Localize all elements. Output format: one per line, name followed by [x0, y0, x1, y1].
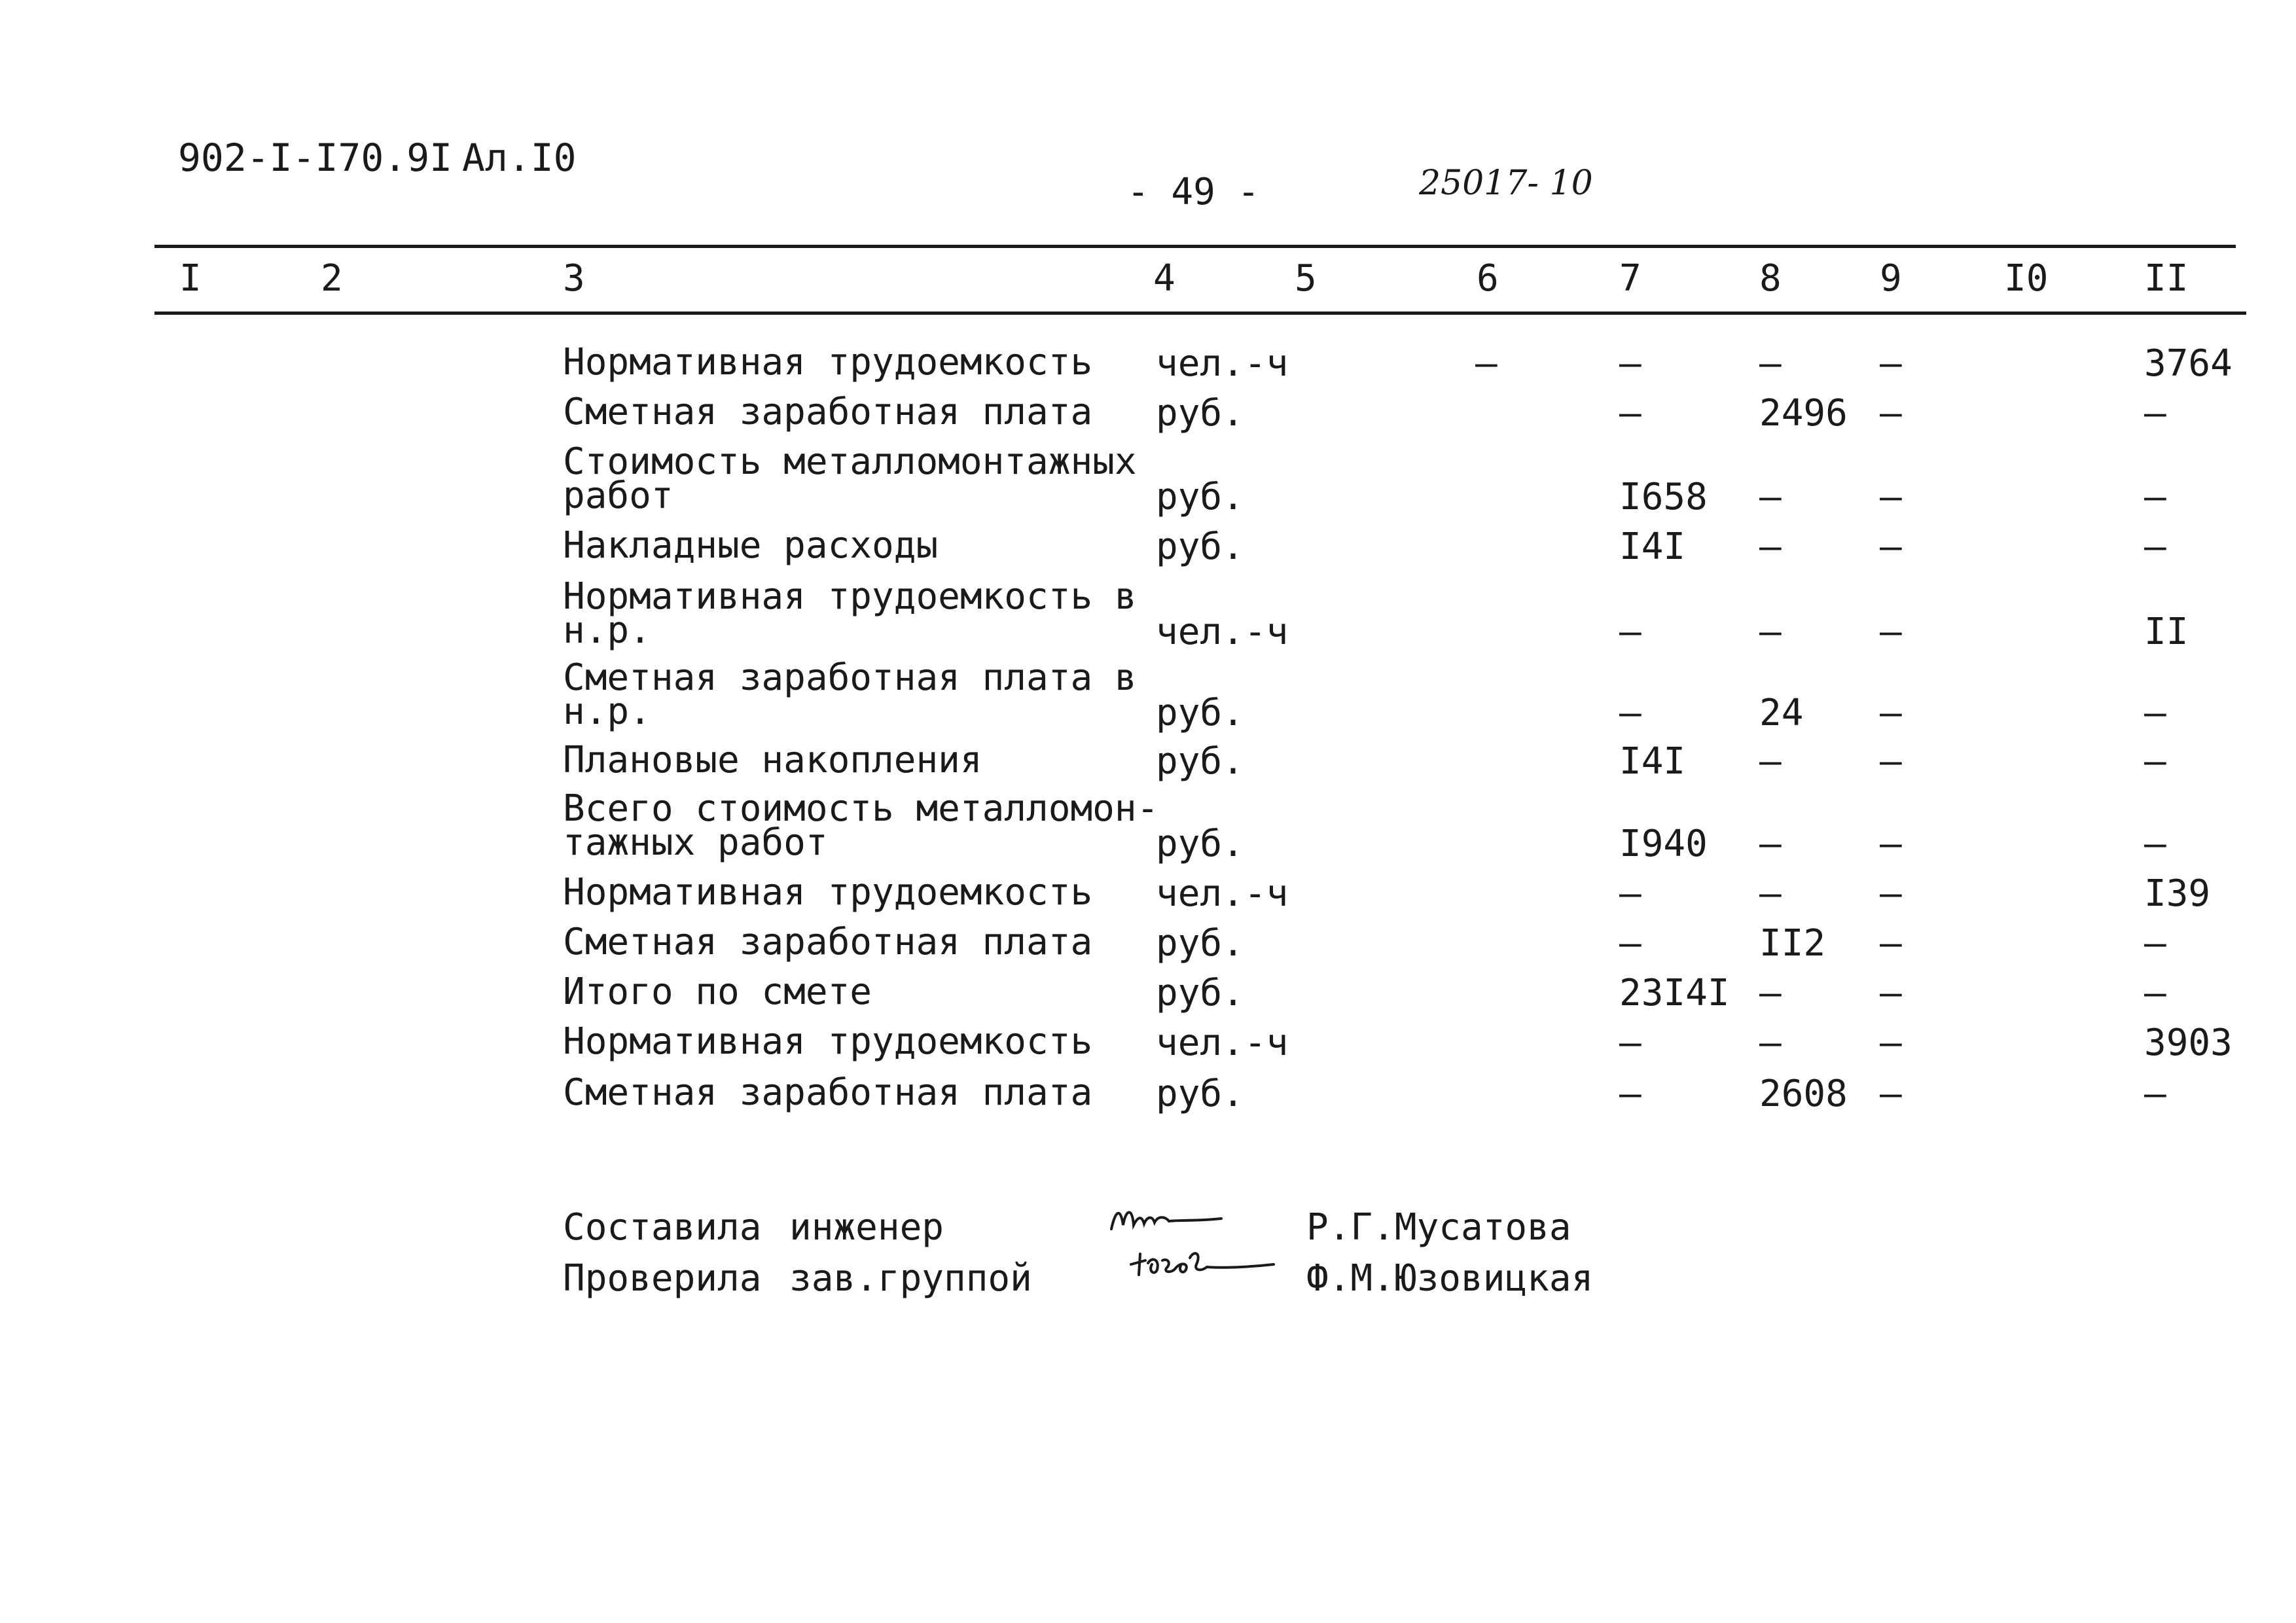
row-col-11: II — [2144, 611, 2189, 653]
row-col-8: II2 — [1759, 922, 1826, 965]
row-col-7: 23I4I — [1619, 972, 1730, 1014]
row-description: Накладные расходы — [563, 524, 939, 567]
checked-by-label: Проверила — [563, 1257, 762, 1300]
column-header-10: I0 — [2004, 257, 2049, 300]
row-col-8: – — [1759, 972, 1782, 1014]
row-col-9: – — [1880, 1022, 1902, 1064]
row-description: Сметная заработная плата — [563, 1071, 1093, 1114]
compiled-by-name: Р.Г.Мусатова — [1306, 1206, 1571, 1249]
row-description: Стоимость металломонтажных работ — [563, 440, 1137, 517]
row-description: Плановые накопления — [563, 739, 982, 781]
row-col-7: – — [1619, 1073, 1641, 1115]
row-col-7: – — [1619, 392, 1641, 435]
row-unit: руб. — [1156, 823, 1244, 865]
row-col-7: – — [1619, 922, 1641, 965]
row-col-11: – — [2144, 972, 2166, 1014]
row-col-8: 24 — [1759, 692, 1804, 734]
row-col-11: – — [2144, 1073, 2166, 1115]
column-header-8: 8 — [1759, 257, 1782, 300]
row-unit: руб. — [1156, 692, 1244, 734]
table-top-rule — [154, 245, 2236, 248]
row-col-7: – — [1619, 1022, 1641, 1064]
row-col-11: I39 — [2144, 872, 2211, 915]
row-col-11: – — [2144, 392, 2166, 435]
row-col-8: 2496 — [1759, 392, 1848, 435]
page-number: - 49 - — [1127, 171, 1260, 213]
compiled-by-role: инженер — [789, 1206, 944, 1249]
row-col-7: I4I — [1619, 526, 1686, 568]
row-description: Всего стоимость металломон- тажных работ — [563, 787, 1159, 864]
row-col-9: – — [1880, 342, 1902, 385]
column-header-7: 7 — [1619, 257, 1641, 300]
row-unit: руб. — [1156, 1073, 1244, 1115]
row-col-8: – — [1759, 611, 1782, 653]
row-col-9: – — [1880, 823, 1902, 865]
document-code: 902-I-I70.9I — [178, 135, 453, 180]
row-col-7: – — [1619, 342, 1641, 385]
row-unit: руб. — [1156, 740, 1244, 783]
row-col-7: – — [1619, 872, 1641, 915]
table-header-rule — [154, 312, 2246, 315]
row-col-8: – — [1759, 872, 1782, 915]
row-unit: руб. — [1156, 392, 1244, 435]
row-unit: чел.-ч — [1156, 872, 1289, 915]
row-col-11: – — [2144, 740, 2166, 783]
handwritten-number: 25017- 10 — [1419, 164, 1593, 203]
row-col-9: – — [1880, 692, 1902, 734]
row-unit: чел.-ч — [1156, 342, 1289, 385]
row-unit: чел.-ч — [1156, 1022, 1289, 1064]
column-header-1: I — [179, 257, 202, 300]
row-description: Сметная заработная плата в н.р. — [563, 656, 1137, 733]
column-header-5: 5 — [1295, 257, 1317, 300]
row-col-7: I940 — [1619, 823, 1708, 865]
column-header-9: 9 — [1880, 257, 1902, 300]
row-unit: руб. — [1156, 526, 1244, 568]
row-col-11: – — [2144, 476, 2166, 518]
row-col-7: – — [1619, 692, 1641, 734]
row-col-9: – — [1880, 611, 1902, 653]
column-header-6: 6 — [1477, 257, 1499, 300]
row-unit: руб. — [1156, 972, 1244, 1014]
sheet-number: Ал.I0 — [462, 135, 577, 180]
row-col-9: – — [1880, 476, 1902, 518]
row-col-11: – — [2144, 526, 2166, 568]
column-header-2: 2 — [321, 257, 343, 300]
row-col-8: – — [1759, 476, 1782, 518]
row-col-8: – — [1759, 740, 1782, 783]
row-col-8: – — [1759, 342, 1782, 385]
row-col-11: – — [2144, 692, 2166, 734]
row-col-7: I4I — [1619, 740, 1686, 783]
row-col-9: – — [1880, 922, 1902, 965]
row-col-9: – — [1880, 392, 1902, 435]
column-header-11: II — [2144, 257, 2189, 300]
row-description: Сметная заработная плата — [563, 391, 1093, 433]
row-col-8: – — [1759, 823, 1782, 865]
row-unit: чел.-ч — [1156, 611, 1289, 653]
row-description: Нормативная трудоемкость — [563, 871, 1093, 914]
row-col-9: – — [1880, 1073, 1902, 1115]
row-unit: руб. — [1156, 922, 1244, 965]
row-col-11: 3903 — [2144, 1022, 2233, 1064]
row-unit: руб. — [1156, 476, 1244, 518]
row-col-9: – — [1880, 526, 1902, 568]
checked-by-role: зав.группой — [789, 1257, 1032, 1300]
row-col-6: – — [1475, 342, 1498, 385]
row-col-11: – — [2144, 823, 2166, 865]
row-col-11: 3764 — [2144, 342, 2233, 385]
row-description: Нормативная трудоемкость — [563, 341, 1093, 383]
column-header-4: 4 — [1153, 257, 1175, 300]
row-col-8: – — [1759, 526, 1782, 568]
row-col-9: – — [1880, 740, 1902, 783]
row-description: Нормативная трудоемкость в н.р. — [563, 575, 1137, 652]
row-description: Сметная заработная плата — [563, 921, 1093, 963]
row-col-9: – — [1880, 872, 1902, 915]
row-col-11: – — [2144, 922, 2166, 965]
row-col-8: – — [1759, 1022, 1782, 1064]
row-col-7: – — [1619, 611, 1641, 653]
signature-yuzovitskaya — [1126, 1234, 1283, 1288]
column-header-3: 3 — [563, 257, 585, 300]
checked-by-name: Ф.М.Юзовицкая — [1306, 1257, 1594, 1300]
row-col-8: 2608 — [1759, 1073, 1848, 1115]
row-description: Итого по смете — [563, 971, 872, 1013]
row-description: Нормативная трудоемкость — [563, 1020, 1093, 1063]
compiled-by-label: Составила — [563, 1206, 762, 1249]
row-col-7: I658 — [1619, 476, 1708, 518]
row-col-9: – — [1880, 972, 1902, 1014]
